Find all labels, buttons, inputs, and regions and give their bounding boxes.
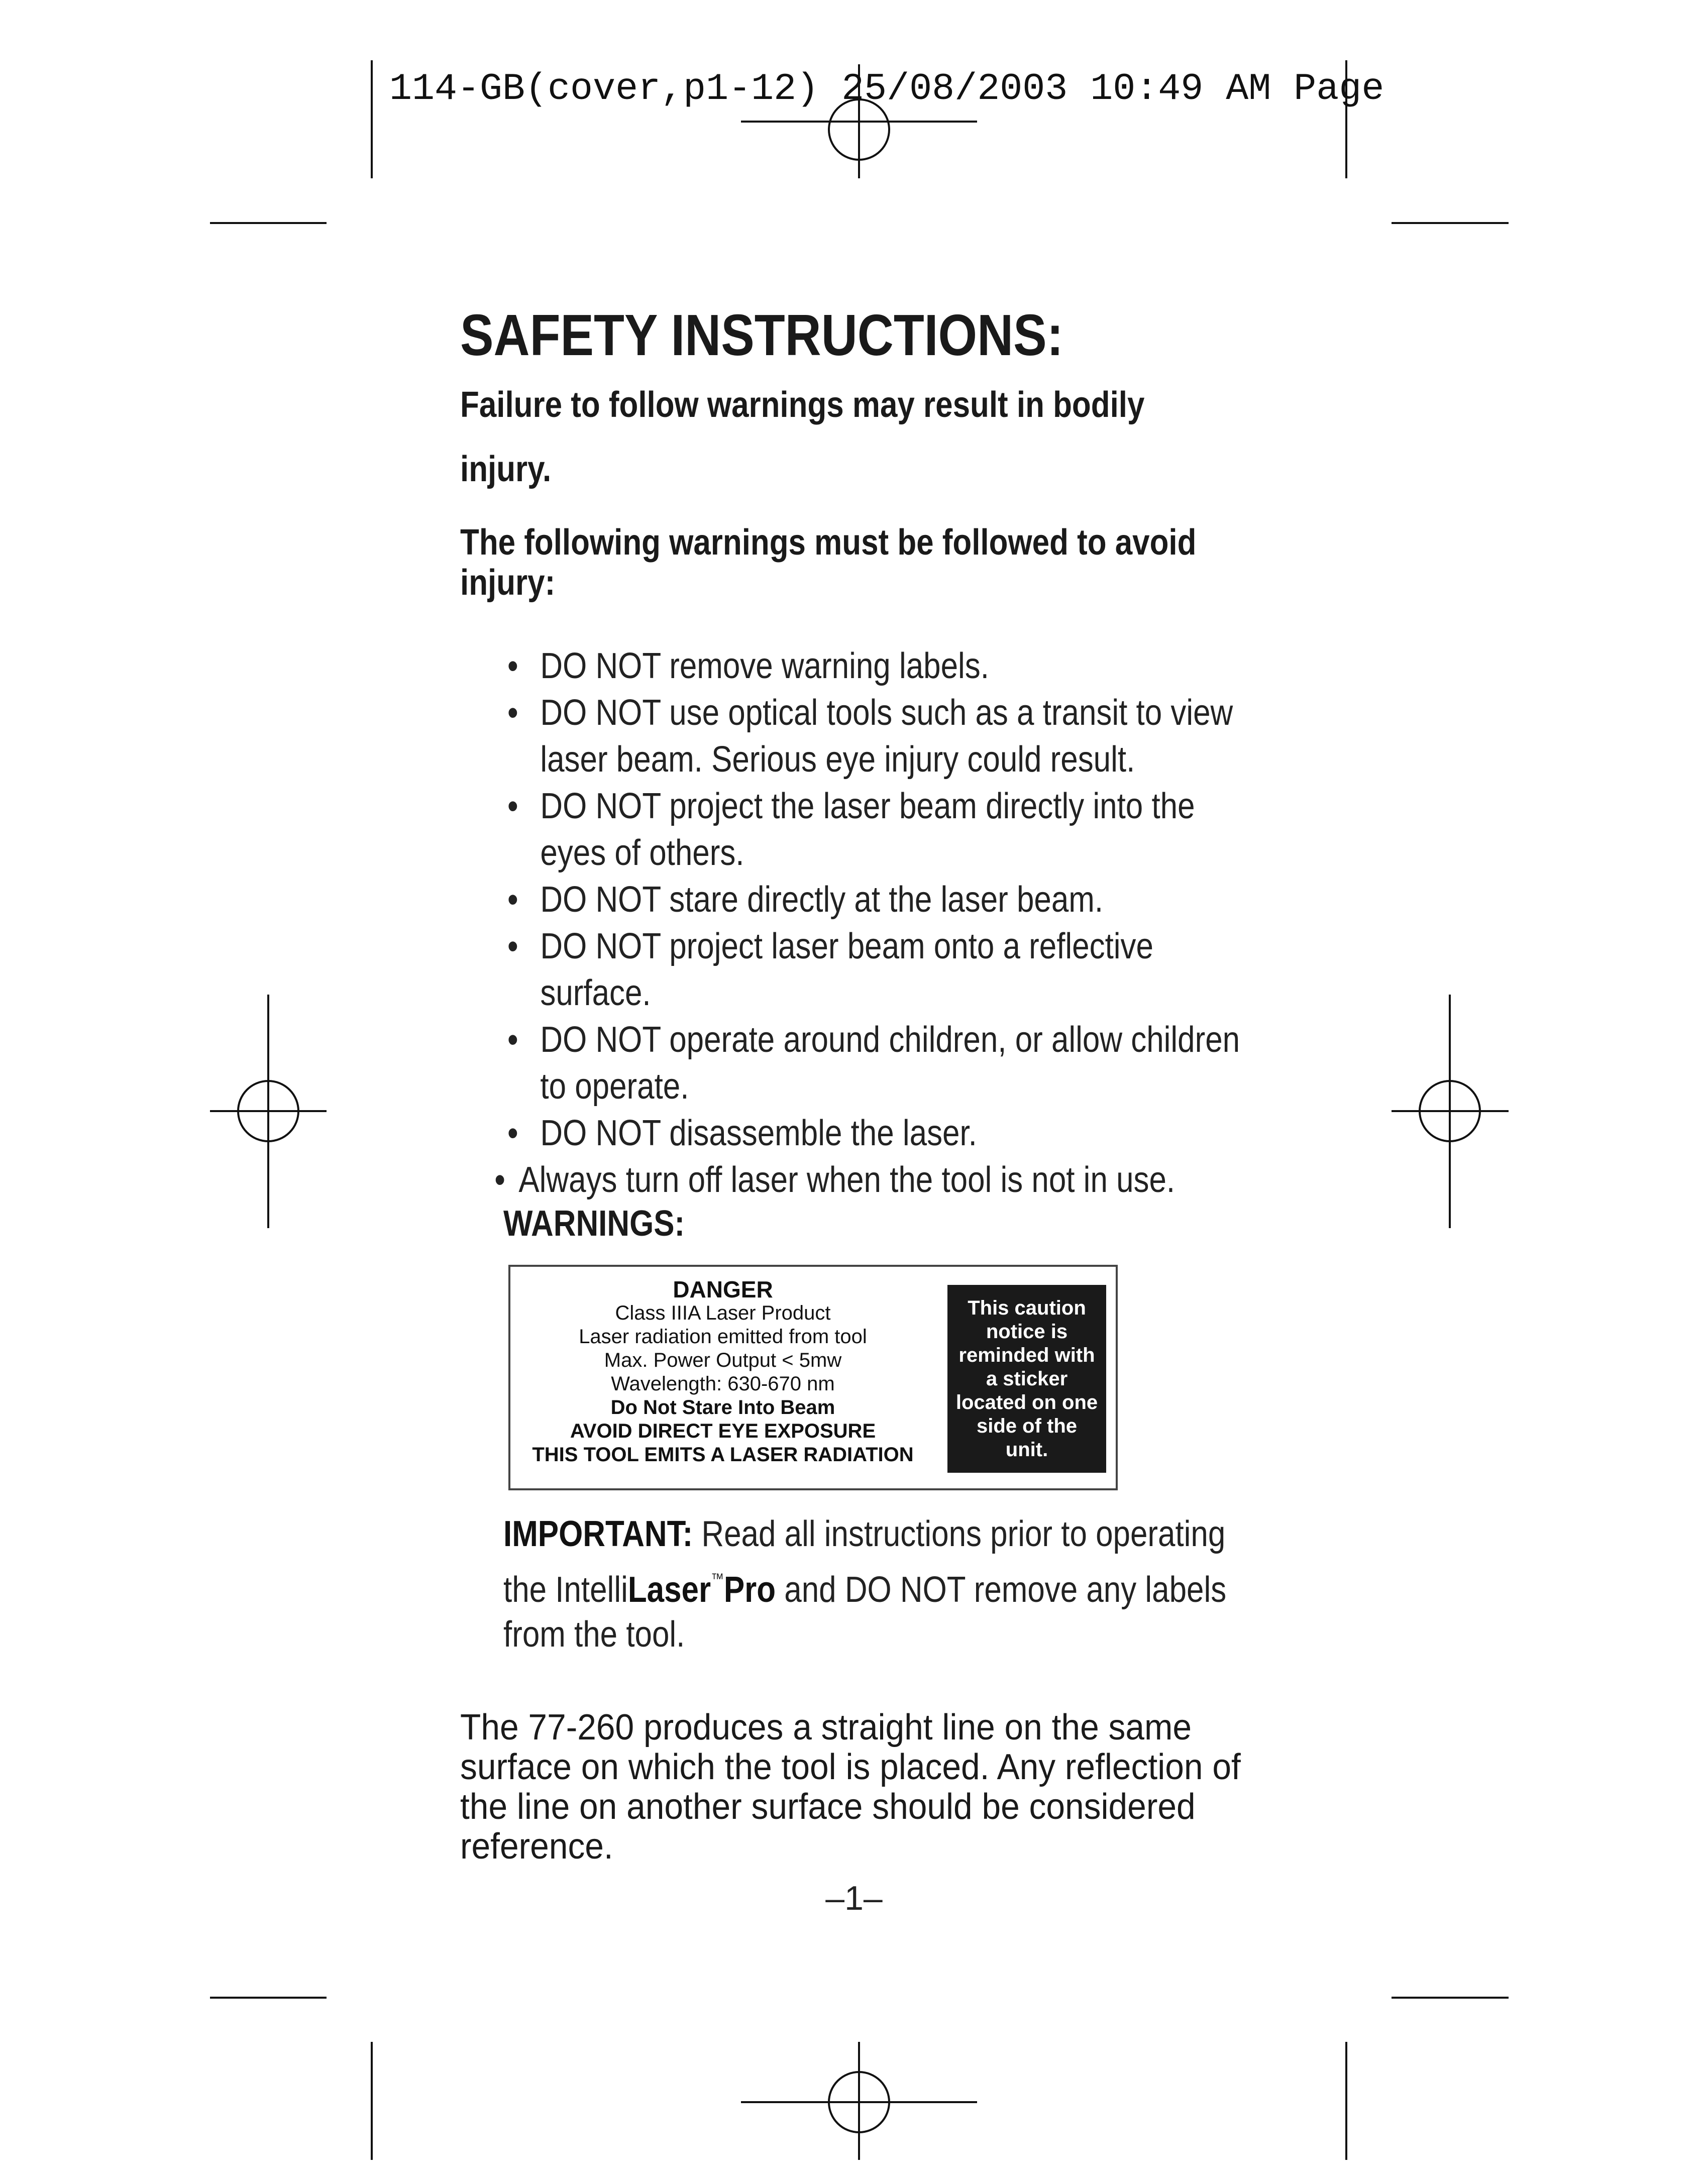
label-line: Laser radiation emitted from tool (579, 1326, 867, 1348)
brand-pro: Pro (723, 1570, 776, 1610)
label-text (516, 1278, 929, 1467)
registration-mark-right (1392, 995, 1509, 1228)
list-item: • DO NOT use optical tools such as a transit to view laser beam. Serious eye injury could result. (507, 690, 1250, 783)
label-line: Do Not Stare Into Beam (610, 1396, 835, 1419)
list-item: • DO NOT project the laser beam directly into the eyes of others. (507, 783, 1250, 877)
danger-heading: DANGER (673, 1276, 773, 1302)
label-line: AVOID DIRECT EYE EXPOSURE (570, 1420, 876, 1442)
must-follow-heading: The following warnings must be followed to avoid injury: (460, 522, 1197, 603)
list-item: • DO NOT remove warning labels. (507, 643, 1250, 690)
important-note: IMPORTANT: Read all instructions prior to operating the IntelliLaser™Pro and DO NOT remove any labels from the tool. (503, 1514, 1227, 1655)
bullet: • (494, 1160, 505, 1200)
bullet: • (507, 786, 518, 826)
bullet: • (507, 693, 518, 733)
label-line: THIS TOOL EMITS A LASER RADIATION (532, 1444, 914, 1466)
description-paragraph: The 77-260 produces a straight line on the same surface on which the tool is placed. Any reflection of the line on another surface should be considered reference. (460, 1707, 1241, 1867)
bullet: • (507, 926, 518, 966)
list-item: • DO NOT stare directly at the laser beam. (507, 877, 1250, 923)
crop-mark-bottom-left (210, 1998, 372, 2160)
warnings-heading: WARNINGS: (503, 1204, 685, 1244)
bullet: • (507, 880, 518, 920)
brand-laser: Laser (627, 1570, 711, 1610)
list-item: • Always turn off laser when the tool is not in use. (494, 1157, 1250, 1204)
print-slug: 114-GB(cover,p1-12) 25/08/2003 10:49 AM Page (389, 68, 1384, 111)
registration-mark-bottom (741, 2042, 977, 2160)
laser-warning-label (508, 1265, 1118, 1490)
page-number: –1– (825, 1879, 883, 1917)
important-label: IMPORTANT: (503, 1514, 693, 1554)
list-item: • DO NOT disassemble the laser. (507, 1110, 1250, 1157)
page-title: SAFETY INSTRUCTIONS: (460, 302, 1063, 368)
list-item: • DO NOT operate around children, or allow children to operate. (507, 1017, 1250, 1110)
label-line: Wavelength: 630-670 nm (611, 1373, 835, 1395)
warnings-list (494, 643, 1250, 1204)
trademark-symbol: ™ (711, 1571, 724, 1587)
caution-sticker-note: This caution notice is reminded with a sticker located on one side of the unit. (947, 1285, 1106, 1473)
crop-mark-top-left (210, 60, 372, 223)
bullet: • (507, 1113, 518, 1153)
registration-mark-top (741, 64, 977, 178)
registration-mark-left (210, 995, 327, 1228)
bullet: • (507, 1020, 518, 1060)
list-item: • DO NOT project laser beam onto a reflective surface. (507, 923, 1250, 1017)
crop-mark-bottom-right (1346, 1998, 1509, 2160)
subtitle: Failure to follow warnings may result in bodily injury. (460, 385, 1145, 489)
label-line: Class IIIA Laser Product (615, 1302, 831, 1324)
label-line: Max. Power Output < 5mw (604, 1349, 842, 1371)
bullet: • (507, 646, 518, 686)
crop-mark-top-right (1346, 60, 1509, 223)
